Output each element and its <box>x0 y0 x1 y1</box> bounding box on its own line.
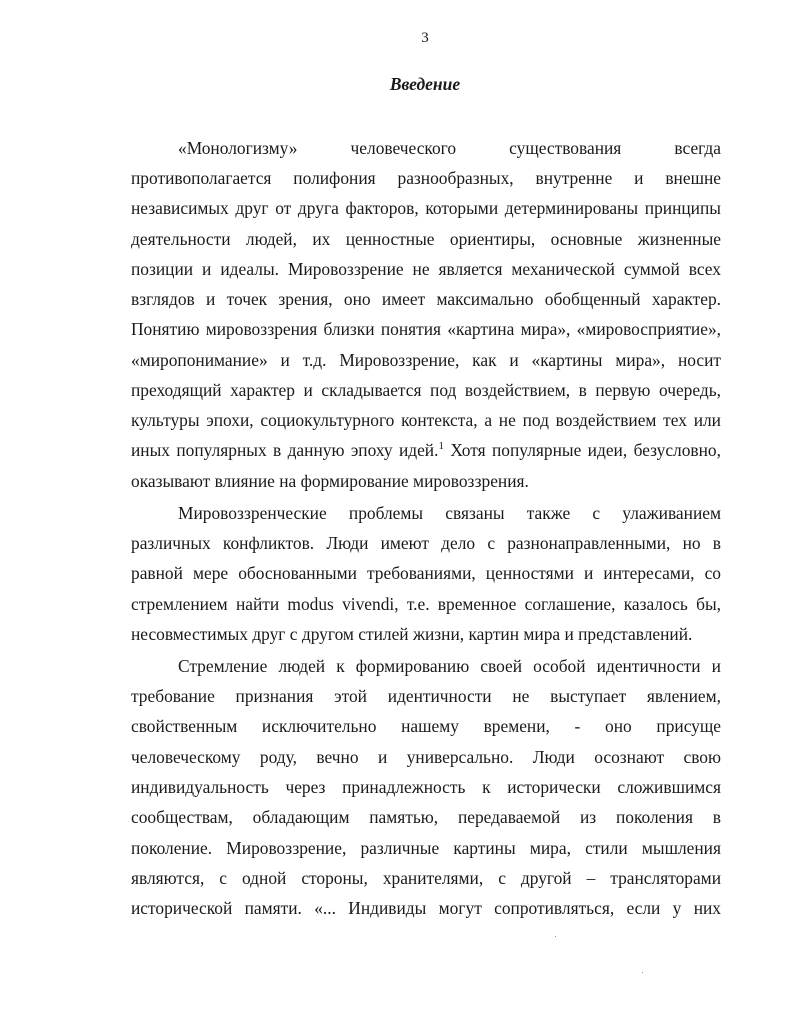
text-line: позиции и идеалы. Мировоззрение не является механической суммой всех <box>131 259 721 279</box>
page-number: 3 <box>421 30 429 46</box>
scan-speck <box>642 972 643 973</box>
text-line: равной мере обоснованными требованиями, ценностями и интересами, со <box>131 563 721 583</box>
text-line: индивидуальность через принадлежность к исторически сложившимся <box>131 777 721 797</box>
text-line: независимых друг от друга факторов, которыми детерминированы принципы <box>131 198 721 218</box>
text-line: являются, с одной стороны, хранителями, с другой – трансляторами <box>131 868 721 888</box>
text-line: деятельности людей, их ценностные ориентиры, основные жизненные <box>131 229 721 249</box>
text-line: Стремление людей к формированию своей особой идентичности и <box>178 656 721 676</box>
text-line: исторической памяти. «... Индивиды могут сопротивляться, если у них <box>131 898 721 918</box>
text-line: оказывают влияние на формирование мировоззрения. <box>131 471 529 491</box>
text-fragment: иных популярных в данную эпоху идей. <box>131 440 439 460</box>
text-fragment: Хотя популярные идеи, безусловно, <box>450 440 721 460</box>
text-line: поколение. Мировоззрение, различные картины мира, стили мышления <box>131 838 721 858</box>
page-title: Введение <box>389 74 461 94</box>
text-line: Понятию мировоззрения близки понятия «картина мира», «мировосприятие», <box>131 319 721 339</box>
text-line: Мировоззренческие проблемы связаны также с улаживанием <box>178 503 721 523</box>
text-line: стремлением найти modus vivendi, т.е. временное соглашение, казалось бы, <box>131 594 721 614</box>
text-line: «миропонимание» и т.д. Мировоззрение, как и «картины мира», носит <box>131 350 721 370</box>
text-line: сообществам, обладающим памятью, передаваемой из поколения в <box>131 807 721 827</box>
text-line: культуры эпохи, социокультурного контекста, а не под воздействием тех или <box>131 410 721 430</box>
footnote-reference: 1 <box>438 440 444 452</box>
text-line: преходящий характер и складывается под воздействием, в первую очередь, <box>131 380 721 400</box>
text-line: человеческому роду, вечно и универсально. Люди осознают свою <box>131 747 721 767</box>
text-line: свойственным исключительно нашему времени, - оно присуще <box>131 716 721 736</box>
text-line <box>131 439 721 461</box>
text-line: несовместимых друг с другом стилей жизни, картин мира и представлений. <box>131 624 693 644</box>
text-line: противополагается полифония разнообразных, внутренне и внешне <box>131 168 721 188</box>
text-line: требование признания этой идентичности не выступает явлением, <box>131 686 721 706</box>
text-line: различных конфликтов. Люди имеют дело с разнонаправленными, но в <box>131 533 721 553</box>
text-line: взглядов и точек зрения, оно имеет максимально обобщенный характер. <box>131 289 721 309</box>
text-line: «Монологизму» человеческого существования всегда <box>178 138 721 158</box>
scan-speck <box>555 936 556 937</box>
